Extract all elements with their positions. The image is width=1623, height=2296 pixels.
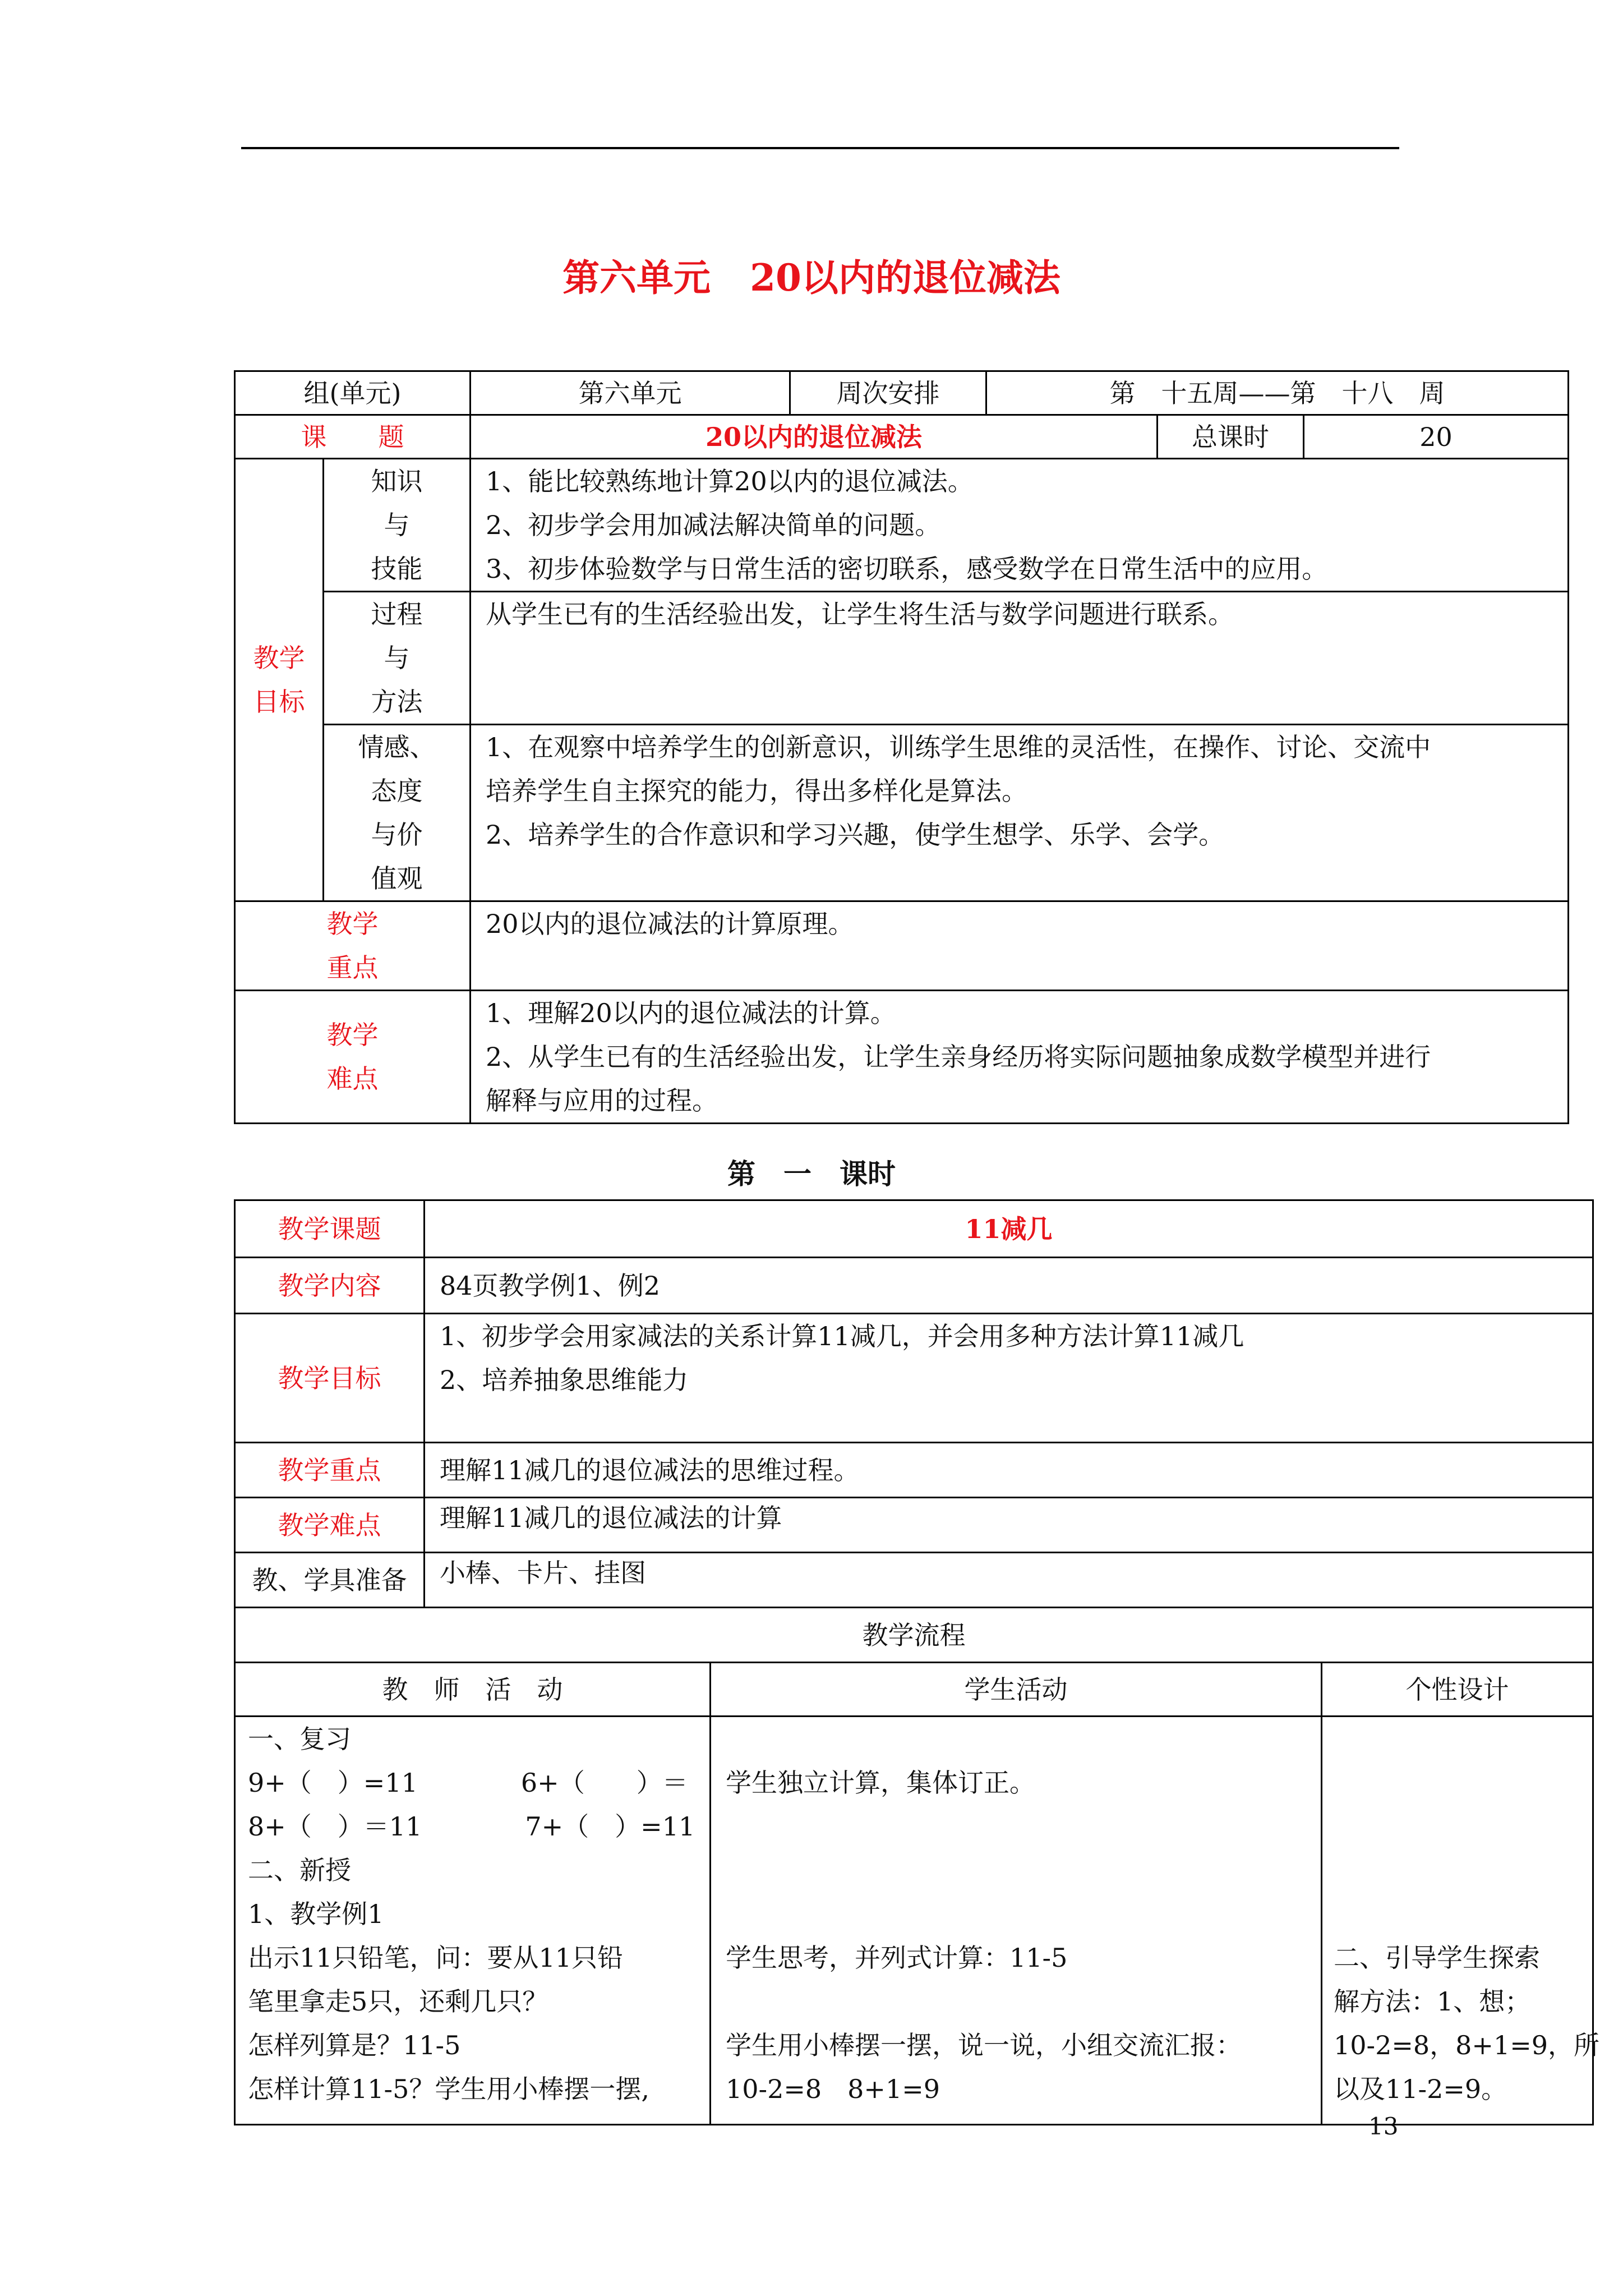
unit-overview-table [234, 370, 1569, 1124]
title-topic: 20以内的退位减法 [750, 256, 1061, 300]
process-content: 从学生已有的生活经验出发，让学生将生活与数学问题进行联系。 [471, 592, 1569, 725]
knowledge-label: 知识 与 技能 [324, 459, 471, 592]
schedule-value: 第 十五周——第 十八 周 [986, 371, 1569, 415]
prep-value: 小棒、卡片、挂图 [425, 1553, 1593, 1608]
knowledge-content: 1、能比较熟练地计算20以内的退位减法。 2、初步学会用加减法解决简单的问题。 3、初步体验数学与日常生活的密切联系，感受数学在日常生活中的应用。 [471, 459, 1569, 592]
emotion-label: 情感、 态度 与价 值观 [324, 725, 471, 901]
page-title [0, 256, 1623, 300]
difficulty-content: 1、理解20以内的退位减法的计算。 2、从学生已有的生活经验出发，让学生亲身经历将实际问题抽象成数学模型并进行 解释与应用的过程。 [471, 991, 1569, 1124]
lesson-difficulty-value: 理解11减几的退位减法的计算 [425, 1498, 1593, 1553]
schedule-label: 周次安排 [790, 371, 986, 415]
emotion-content: 1、在观察中培养学生的创新意识，训练学生思维的灵活性，在操作、讨论、交流中 培养学生自主探究的能力，得出多样化是算法。 2、培养学生的合作意识和学习兴趣，使学生想学、乐学、会学。 [471, 725, 1569, 901]
lesson-goals-content: 1、初步学会用家减法的关系计算11减几，并会用多种方法计算11减几 2、培养抽象思维能力 [425, 1314, 1593, 1443]
header-rule [241, 147, 1399, 149]
student-column-header: 学生活动 [711, 1663, 1322, 1717]
unit-value: 第六单元 [471, 371, 790, 415]
lesson-content-label: 教学内容 [235, 1258, 425, 1314]
total-hours-label: 总课时 [1158, 415, 1304, 459]
topic-value: 20以内的退位减法 [471, 415, 1158, 459]
teacher-column-header: 教 师 活 动 [235, 1663, 711, 1717]
flow-title: 教学流程 [235, 1608, 1593, 1663]
lesson-key-label: 教学重点 [235, 1443, 425, 1498]
topic-label: 课 题 [235, 415, 471, 459]
key-point-content: 20以内的退位减法的计算原理。 [471, 901, 1569, 991]
lesson-topic-label: 教学课题 [235, 1200, 425, 1258]
lesson-plan-table [234, 1199, 1600, 2125]
objectives-label: 教学 目标 [235, 459, 324, 901]
prep-label: 教、学具准备 [235, 1553, 425, 1608]
teacher-activity: 一、复习 9+（ ）=11 6+（ ）＝ 8+（ ）＝11 7+（ ）=11 二、新授 1、教学例1 出示11只铅笔，问：要从11只铅 笔里拿走5只，还剩几只？ 怎样列算是？11-5 怎样计算11-5？学生用小棒摆一摆, [235, 1717, 711, 2125]
lesson-content-value: 84页教学例1、例2 [425, 1258, 1593, 1314]
lesson-topic-value: 11减几 [425, 1200, 1593, 1258]
process-label: 过程 与 方法 [324, 592, 471, 725]
lesson-key-value: 理解11减几的退位减法的思维过程。 [425, 1443, 1593, 1498]
lesson-difficulty-label: 教学难点 [235, 1498, 425, 1553]
page-number: 13 [1368, 2113, 1399, 2140]
lesson-goals-label: 教学目标 [235, 1314, 425, 1443]
total-hours-value: 20 [1304, 415, 1569, 459]
key-point-label: 教学 重点 [235, 901, 471, 991]
personal-design: 二、引导学生探索 解方法：1、想； 10-2=8，8+1=9，所 以及11-2=9。 [1322, 1717, 1593, 2125]
student-activity: 学生独立计算，集体订正。 学生思考，并列式计算：11-5 学生用小棒摆一摆，说一说，小组交流汇报： 10-2=8 8+1=9 [711, 1717, 1322, 2125]
title-unit: 第六单元 [562, 256, 711, 300]
design-column-header: 个性设计 [1322, 1663, 1593, 1717]
lesson-heading: 第 一 课时 [727, 1157, 896, 1190]
unit-label: 组(单元) [235, 371, 471, 415]
difficulty-label: 教学 难点 [235, 991, 471, 1124]
